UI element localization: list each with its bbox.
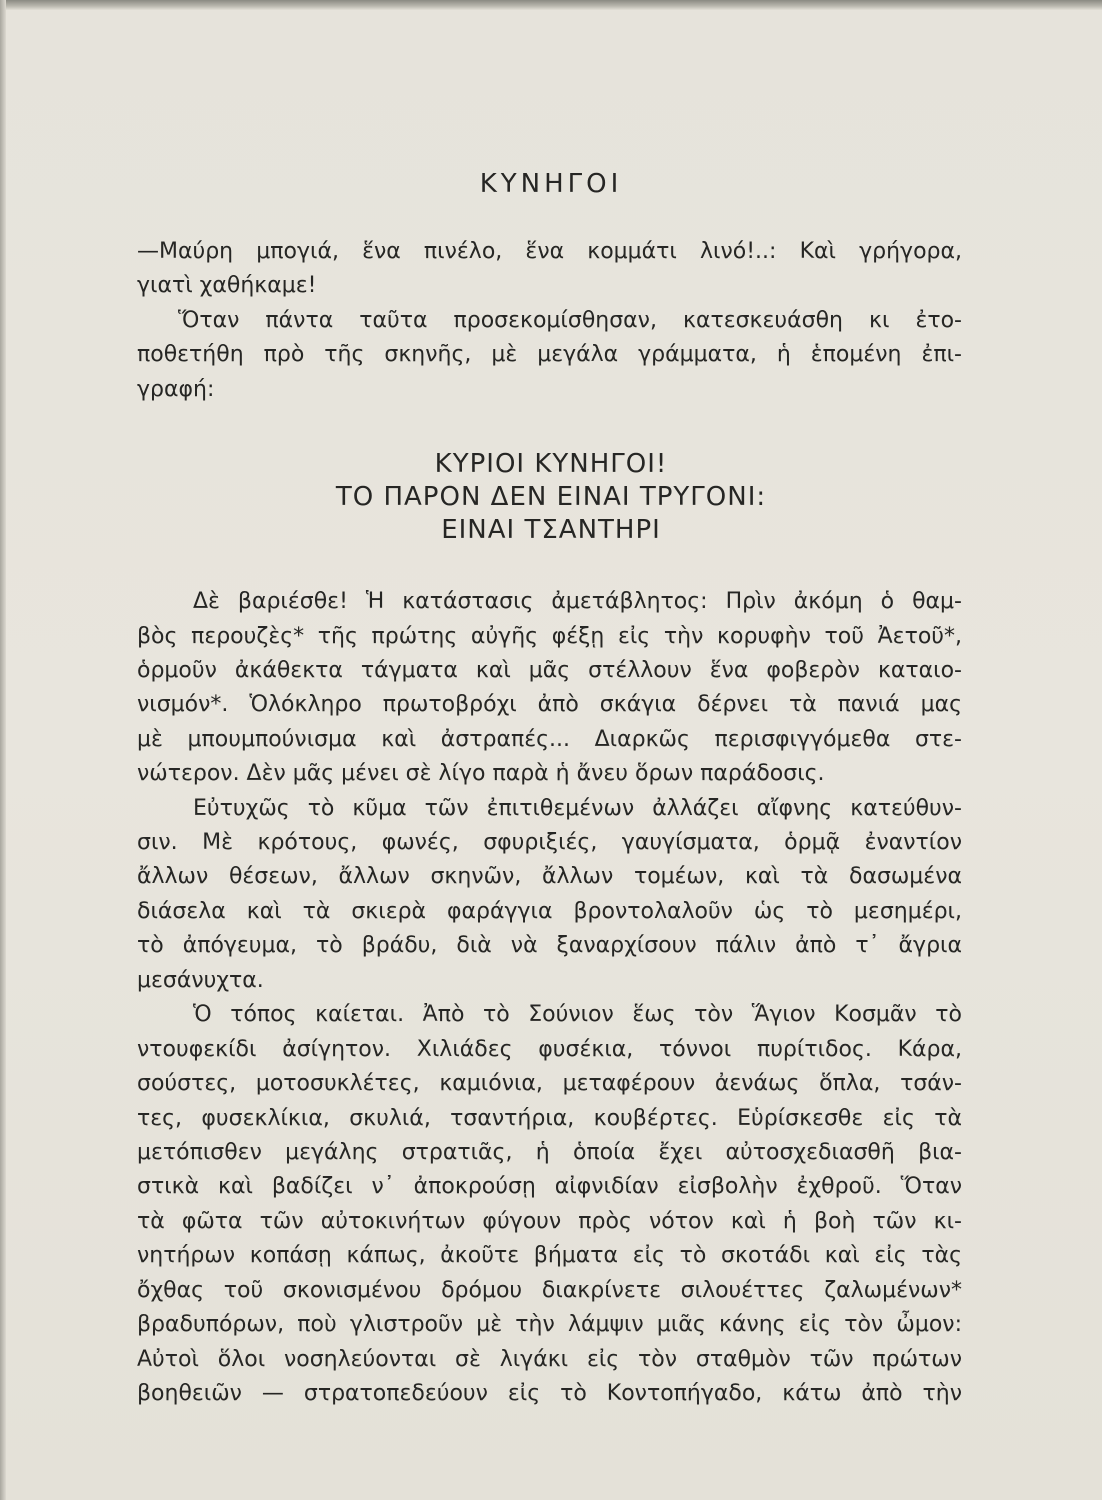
text-line: ποθετήθη πρὸ τῆς σκηνῆς, μὲ μεγάλα γράμματα, ἡ ἑπομένη ἐπι-	[137, 342, 962, 367]
sign-line: ΤΟ ΠΑΡΟΝ ΔΕΝ ΕΙΝΑΙ ΤΡΥΓΟΝΙ:	[335, 482, 767, 512]
text-line: σούστες, μοτοσυκλέτες, καμιόνια, μεταφέρουν ἀενάως ὅπλα, τσάν-	[137, 1071, 962, 1096]
page-top-edge	[0, 0, 1102, 10]
text-line: γραφή:	[137, 377, 215, 402]
text-line: τες, φυσεκλίκια, σκυλιά, τσαντήρια, κουβέρτες. Εὑρίσκεσθε εἰς τὰ	[137, 1106, 962, 1131]
text-line: ντουφεκίδι ἀσίγητον. Χιλιάδες φυσέκια, τόννοι πυρίτιδος. Κάρα,	[137, 1037, 962, 1062]
text-line: τὰ φῶτα τῶν αὐτοκινήτων φύγουν πρὸς νότον καὶ ἡ βοὴ τῶν κι-	[137, 1209, 962, 1234]
text-line: μεσάνυχτα.	[137, 968, 264, 993]
text-line: νητήρων κοπάσῃ κάπως, ἀκοῦτε βήματα εἰς τὸ σκοτάδι καὶ εἰς τὰς	[137, 1243, 962, 1268]
text-line: Ὅταν πάντα ταῦτα προσεκομίσθησαν, κατεσκευάσθη κι ἐτο-	[178, 308, 962, 333]
text-line: γιατὶ χαθήκαμε!	[137, 273, 317, 298]
text-line: βοηθειῶν — στρατοπεδεύουν εἰς τὸ Κοντοπήγαδο, κάτω ἀπὸ τὴν	[137, 1381, 962, 1406]
text-line: νώτερον. Δὲν μᾶς μένει σὲ λίγο παρὰ ἡ ἄνευ ὅρων παράδοσις.	[137, 761, 825, 786]
text-line: σιν. Μὲ κρότους, φωνές, σφυριξιές, γαυγίσματα, ὁρμᾷ ἐναντίον	[137, 830, 962, 855]
chapter-title: ΚΥΝΗΓΟΙ	[479, 169, 623, 199]
text-line: μὲ μπουμπούνισμα καὶ ἀστραπές... Διαρκῶς περισφιγγόμεθα στε-	[137, 727, 962, 752]
text-line: —Μαύρη μπογιά, ἕνα πινέλο, ἕνα κομμάτι λινό!..: Καὶ γρήγορα,	[137, 239, 962, 264]
text-line: Ὁ τόπος καίεται. Ἀπὸ τὸ Σούνιον ἕως τὸν Ἅγιον Κοσμᾶν τὸ	[193, 1002, 962, 1027]
text-line: τὸ ἀπόγευμα, τὸ βράδυ, διὰ νὰ ξαναρχίσουν πάλιν ἀπὸ τ᾽ ἄγρια	[137, 933, 962, 958]
text-line: νισμόν*. Ὁλόκληρο πρωτοβρόχι ἀπὸ σκάγια δέρνει τὰ πανιά μας	[137, 692, 962, 717]
text-line: στικὰ καὶ βαδίζει ν᾽ ἀποκρούσῃ αἰφνιδίαν εἰσβολὴν ἐχθροῦ. Ὅταν	[137, 1174, 962, 1199]
text-line: Αὐτοὶ ὅλοι νοσηλεύονται σὲ λιγάκι εἰς τὸν σταθμὸν τῶν πρώτων	[137, 1347, 962, 1372]
text-line: ὄχθας τοῦ σκονισμένου δρόμου διακρίνετε σιλουέττες ζαλωμένων*	[137, 1278, 962, 1303]
text-line: Δὲ βαριέσθε! Ἡ κατάστασις ἀμετάβλητος: Πρὶν ἀκόμη ὁ θαμ-	[193, 589, 962, 614]
sign-line: ΚΥΡΙΟΙ ΚΥΝΗΓΟΙ!	[434, 449, 668, 479]
text-line: βὸς περουζὲς* τῆς πρώτης αὐγῆς φέξῃ εἰς τὴν κορυφὴν τοῦ Ἀετοῦ*,	[137, 624, 962, 649]
page-left-edge	[0, 0, 6, 1500]
text-line: μετόπισθεν μεγάλης στρατιᾶς, ἡ ὁποία ἔχει αὐτοσχεδιασθῆ βια-	[137, 1140, 962, 1165]
text-line: ἄλλων θέσεων, ἄλλων σκηνῶν, ἄλλων τομέων, καὶ τὰ δασωμένα	[137, 864, 962, 889]
text-line: Εὐτυχῶς τὸ κῦμα τῶν ἐπιτιθεμένων ἀλλάζει αἴφνης κατεύθυν-	[193, 796, 962, 821]
text-line: ὁρμοῦν ἀκάθεκτα τάγματα καὶ μᾶς στέλλουν ἕνα φοβερὸν καταιο-	[137, 658, 962, 683]
text-line: βραδυπόρων, ποὺ γλιστροῦν μὲ τὴν λάμψιν μιᾶς κάνης εἰς τὸν ὦμον:	[137, 1312, 962, 1337]
sign-line: ΕΙΝΑΙ ΤΣΑΝΤΗΡΙ	[441, 515, 661, 545]
text-line: διάσελα καὶ τὰ σκιερὰ φαράγγια βροντολαλοῦν ὡς τὸ μεσημέρι,	[137, 899, 962, 924]
